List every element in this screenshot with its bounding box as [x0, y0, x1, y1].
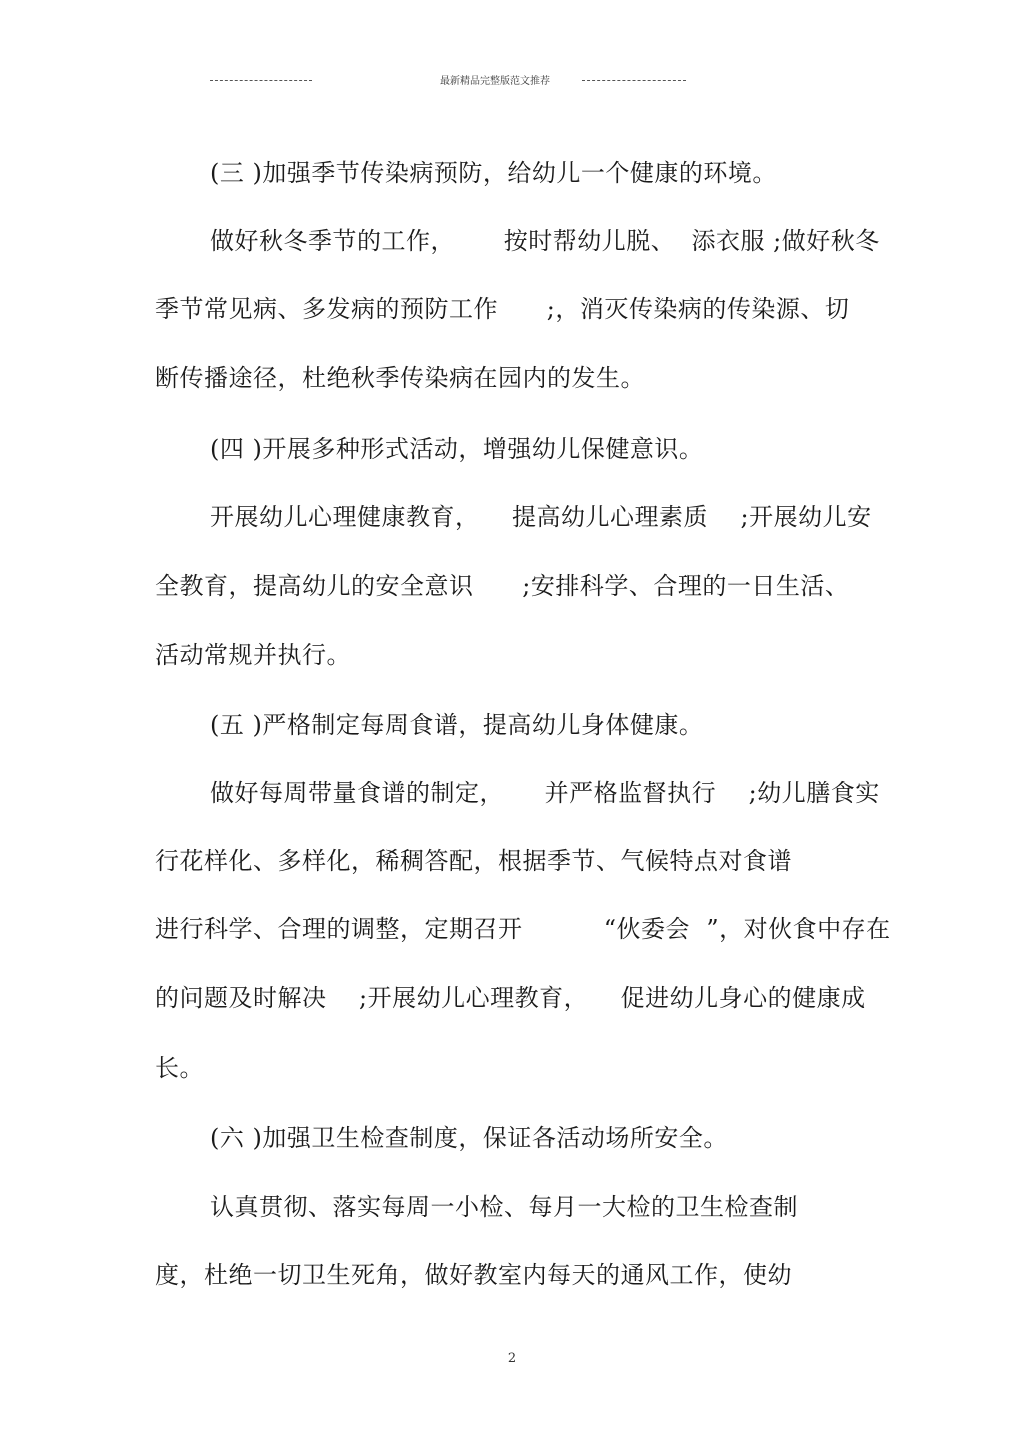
body-line: 全教育，提高幼儿的安全意识 ;安排科学、合理的一日生活、 [155, 572, 850, 600]
body-line: 的问题及时解决 ;开展幼儿心理教育， 促进幼儿身心的健康成 [155, 984, 866, 1012]
body-line: 做好每周带量食谱的制定， 并严格监督执行 ;幼儿膳食实 [210, 779, 880, 807]
body-line: 进行科学、合理的调整，定期召开 “伙委会 ”，对伙食中存在 [155, 915, 891, 943]
header-rule-left [210, 80, 312, 81]
body-line: 开展幼儿心理健康教育， 提高幼儿心理素质 ;开展幼儿安 [210, 503, 872, 531]
body-line: 长。 [155, 1054, 204, 1082]
body-line: 度，杜绝一切卫生死角，做好教室内每天的通风工作，使幼 [155, 1261, 792, 1289]
body-line: 季节常见病、多发病的预防工作 ;，消灭传染病的传染源、切 [155, 295, 850, 323]
page-number: 2 [507, 1351, 517, 1366]
body-line: 做好秋冬季节的工作， 按时帮幼儿脱、 添衣服 ;做好秋冬 [210, 227, 880, 255]
page-header [0, 72, 1024, 92]
header-rule-right [582, 80, 686, 81]
body-line: 认真贯彻、落实每周一小检、每月一大检的卫生检查制 [210, 1193, 798, 1221]
section-heading-6: (六 )加强卫生检查制度，保证各活动场所安全。 [210, 1124, 728, 1152]
header-title: 最新精品完整版范文推荐 [440, 76, 550, 87]
body-line: 活动常规并执行。 [155, 641, 351, 669]
section-heading-4: (四 )开展多种形式活动，增强幼儿保健意识。 [210, 435, 704, 463]
section-heading-3: (三 )加强季节传染病预防，给幼儿一个健康的环境。 [210, 159, 777, 187]
body-line: 断传播途径，杜绝秋季传染病在园内的发生。 [155, 364, 645, 392]
section-heading-5: (五 )严格制定每周食谱，提高幼儿身体健康。 [210, 711, 704, 739]
body-line: 行花样化、多样化，稀稠答配，根据季节、气候特点对食谱 [155, 847, 792, 875]
